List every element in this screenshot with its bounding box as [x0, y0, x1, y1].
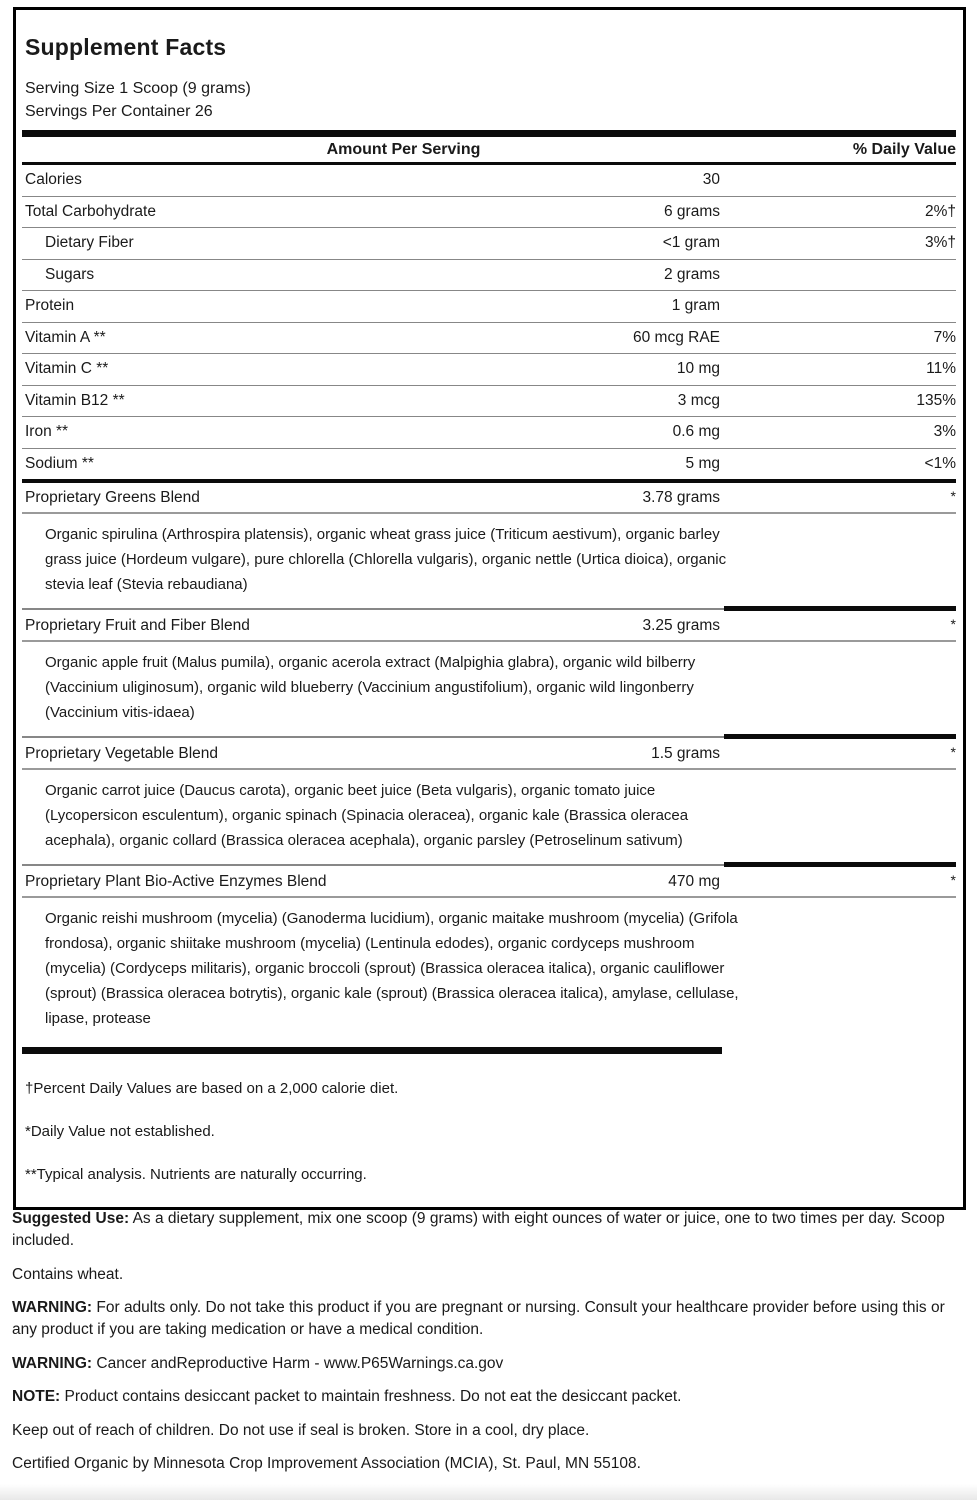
certified-organic-paragraph — [12, 1453, 952, 1475]
contains-wheat-paragraph — [12, 1264, 952, 1286]
nutrient-row-vitamin-a — [22, 322, 956, 354]
nutrient-row-sugars — [22, 259, 956, 291]
blend-amount: 3.25 grams — [642, 616, 720, 634]
nutrient-amount: 30 — [702, 171, 720, 189]
paragraph-text: Product contains desiccant packet to maintain freshness. Do not eat the desiccant packet. — [60, 1388, 682, 1405]
paragraph-text: Keep out of reach of children. Do not use if seal is broken. Store in a cool, dry place. — [12, 1421, 590, 1439]
nutrient-name: Iron ** — [25, 423, 69, 441]
blend-dv: * — [950, 488, 956, 504]
nutrient-row-protein — [22, 290, 956, 322]
nutrient-name: Calories — [25, 171, 82, 189]
nutrient-row-iron — [22, 416, 956, 448]
blend-dv: * — [950, 744, 956, 760]
nutrient-amount: 5 mg — [685, 454, 720, 472]
nutrient-dv: 3%† — [924, 234, 956, 252]
nutrient-name: Vitamin C ** — [25, 360, 109, 378]
nutrient-dv: 7% — [933, 328, 956, 346]
nutrient-amount: 2 grams — [664, 265, 720, 283]
nutrient-amount: 1 gram — [671, 297, 720, 315]
panel-title: Supplement Facts — [25, 34, 227, 60]
table-header — [22, 137, 956, 162]
daily-value-header: % Daily Value — [852, 141, 956, 158]
nutrient-dv: 11% — [926, 360, 956, 378]
divider-thin-segment — [22, 864, 724, 866]
nutrient-amount: 60 mcg RAE — [632, 328, 720, 346]
divider-thin-segment — [22, 608, 724, 610]
nutrient-name: Sugars — [45, 265, 95, 283]
paragraph-lead: NOTE: — [12, 1388, 61, 1405]
nutrient-row-vitamin-c — [22, 353, 956, 385]
blend-row-fruit-fiber — [22, 611, 956, 640]
nutrient-dv: <1% — [924, 454, 956, 472]
blend-ingredients-enzymes: Organic reishi mushroom (mycelia) (Ganoderma lucidium), organic maitake mushroom (mycelia) (Grifola frondosa), organic shiitake mushroom (mycelia) (Lentinula edodes), organic cordyceps mushroom (mycelia) (Cordyceps militaris), organic broccoli (sprout) (Brassica oleracea italica), organic cauliflower (sprout) (Brassica oleracea botrytis), organic kale (sprout) (Brassica oleracea italica), amylase, cellulase, lipase, protease — [22, 896, 956, 1040]
divider-thick-top — [22, 130, 956, 137]
supplement-facts-panel — [13, 7, 966, 1210]
paragraph-lead: WARNING: — [12, 1354, 93, 1372]
footnote-typical-analysis: **Typical analysis. Nutrients are naturally occurring. — [25, 1166, 367, 1183]
paragraph-text: Cancer andReproductive Harm - www.P65Warnings.ca.gov — [92, 1354, 504, 1372]
serving-size: Serving Size 1 Scoop (9 grams) — [25, 80, 251, 97]
nutrient-dv: 2%† — [924, 202, 956, 220]
blend-amount: 1.5 grams — [651, 744, 720, 762]
nutrient-amount: 0.6 mg — [672, 423, 720, 441]
nutrient-amount: 3 mcg — [677, 391, 720, 409]
footnote-dv-not-established: *Daily Value not established. — [25, 1123, 215, 1140]
paragraph-text: Contains wheat. — [12, 1265, 124, 1283]
divider-black-segment — [724, 606, 956, 611]
nutrient-dv: 3% — [933, 423, 956, 441]
servings-per-container: Servings Per Container 26 — [25, 103, 213, 120]
footnote-percent-dv: †Percent Daily Values are based on a 2,000 calorie diet. — [25, 1080, 399, 1097]
warning-p65-paragraph — [12, 1353, 952, 1375]
blend-dv: * — [950, 872, 956, 888]
divider-combo — [22, 734, 956, 739]
paragraph-lead: Suggested Use: — [12, 1210, 130, 1227]
paragraph-text: For adults only. Do not take this product if you are pregnant or nursing. Consult your healthcare provider before using this or any product if you are taking medication or have a medical condition. — [12, 1299, 945, 1338]
paragraph-text: As a dietary supplement, mix one scoop (9 grams) with eight ounces of water or juice, one to two times per day. Scoop included. — [12, 1210, 945, 1249]
nutrient-name: Vitamin A ** — [25, 328, 106, 346]
blend-row-vegetable — [22, 739, 956, 768]
blend-ingredients-vegetable: Organic carrot juice (Daucus carota), organic beet juice (Beta vulgaris), organic tomato juice (Lycopersicon esculentum), organic spinach (Spinacia oleracea), organic kale (Brassica oleracea acephala), organic collard (Brassica oleracea acephala), organic parsley (Petroselinum sativum) — [22, 768, 956, 862]
suggested-use-paragraph — [12, 1208, 952, 1252]
nutrient-row-vitamin-b12 — [22, 385, 956, 417]
nutrient-name: Total Carbohydrate — [25, 202, 156, 220]
usage-and-warnings-section — [12, 1208, 952, 1487]
divider-thin-segment — [22, 736, 724, 738]
bottom-shadow — [0, 1484, 977, 1500]
nutrient-name: Dietary Fiber — [45, 234, 134, 252]
nutrient-name: Protein — [25, 297, 75, 315]
nutrient-name: Vitamin B12 ** — [25, 391, 125, 409]
nutrient-row-sodium — [22, 448, 956, 480]
divider-black-segment — [724, 734, 956, 739]
nutrient-amount: 6 grams — [664, 202, 720, 220]
divider-black-segment — [724, 862, 956, 867]
blend-ingredients-fruit-fiber: Organic apple fruit (Malus pumila), organic acerola extract (Malpighia glabra), organic wild bilberry (Vaccinium uliginosum), organic wild blueberry (Vaccinium angustifolium), organic wild lingonberry (Vaccinium vitis-idaea) — [22, 640, 956, 734]
paragraph-lead: WARNING: — [12, 1299, 93, 1316]
nutrient-amount: 10 mg — [676, 360, 720, 378]
nutrient-row-calories — [22, 165, 956, 196]
nutrient-name: Sodium ** — [25, 454, 94, 472]
blend-name: Proprietary Greens Blend — [25, 488, 200, 506]
blend-row-greens — [22, 483, 956, 512]
amount-per-serving-header: Amount Per Serving — [326, 141, 481, 158]
note-desiccant-paragraph — [12, 1386, 952, 1408]
divider-combo — [22, 606, 956, 611]
keep-out-of-reach-paragraph — [12, 1420, 952, 1442]
blend-amount: 3.78 grams — [642, 488, 720, 506]
blend-ingredients-greens: Organic spirulina (Arthrospira platensis), organic wheat grass juice (Triticum aestivum), organic barley grass juice (Hordeum vulgare), pure chlorella (Chlorella vulgaris), organic nettle (Urtica dioica), organic stevia leaf (Stevia rebaudiana) — [22, 512, 956, 606]
divider-thick-footnotes — [22, 1047, 722, 1054]
paragraph-text: Certified Organic by Minnesota Crop Improvement Association (MCIA), St. Paul, MN 55108. — [12, 1455, 641, 1472]
blend-name: Proprietary Fruit and Fiber Blend — [25, 616, 250, 634]
blend-name: Proprietary Vegetable Blend — [25, 744, 219, 762]
blend-dv: * — [950, 616, 956, 632]
nutrient-dv: 135% — [916, 391, 956, 409]
blend-row-enzymes — [22, 867, 956, 896]
warning-adults-paragraph — [12, 1297, 952, 1341]
divider-combo — [22, 862, 956, 867]
nutrient-amount: <1 gram — [662, 234, 720, 252]
nutrient-row-total-carbohydrate — [22, 196, 956, 228]
nutrient-row-dietary-fiber — [22, 227, 956, 259]
blend-name: Proprietary Plant Bio-Active Enzymes Blend — [25, 872, 327, 890]
blend-amount: 470 mg — [668, 872, 720, 890]
